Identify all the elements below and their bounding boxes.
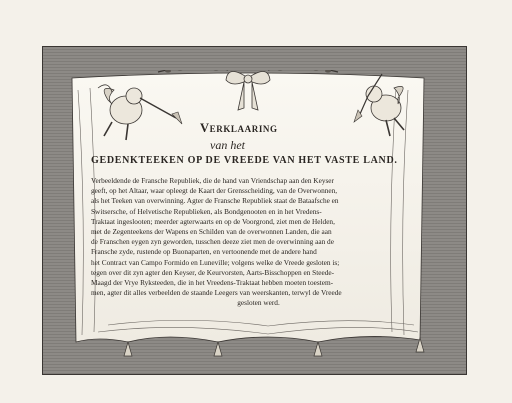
inscription-line: tegen over dit zyn agter den Keyser, de Keurvorsten, Aarts-Bisschoppen en Steede- [91, 267, 335, 277]
print-heading: GEDENKTEEKEN OP DE VREEDE VAN HET VASTE LAND. [91, 155, 398, 166]
inscription-line: men, agter dit alles verbeelden de staande Leegers van weerskanten, terwyl de Vreede [91, 288, 342, 298]
fringe [124, 338, 424, 356]
inscription-line: gesloten werd. [237, 298, 280, 308]
garland [158, 70, 338, 73]
inscription-line: het Contract van Campo Formido en Luneville; volgens welke de Vreede gesloten is; [91, 257, 340, 267]
print-subtitle: van het [210, 138, 245, 152]
inscription-line: Traktaat ingeslooten; meerder agterwaarts en op de Voorgrond, ziet men de Helden, [91, 216, 335, 226]
inscription-line: met de Zegenteekens der Wapens en Schilden van de overwonnen Landen, die aan [91, 227, 332, 237]
inscription-line: als het Teeken van overwinning. Agter de Fransche Republiek staat de Bataafsche en [91, 196, 339, 206]
print-title: Verklaaring [200, 121, 278, 135]
inscription-line: de Franschen eygen zyn geworden, tusschen deeze ziet men de overwinning aan de [91, 237, 334, 247]
inscription-line: Verbeeldende de Fransche Republiek, die de hand van Vriendschap aan den Keyser [91, 176, 334, 185]
inscription-line: Maagd der Vrye Ryksteeden, die in het Vreedens-Traktaat hebben moeten toestem- [91, 278, 334, 288]
inscription-text [91, 176, 426, 309]
inscription-line: Fransche zyde, rustende op Buonaparten, en vertoonende met de andere hand [91, 247, 317, 257]
inscription-line: Switsersche, of Helvetische Republieken, als Bondgenooten en in het Vredens- [91, 206, 322, 216]
inscription-line: geeft, op het Altaar, waar opleegt de Kaart der Grensscheiding, van de Overwonnen, [91, 186, 338, 196]
